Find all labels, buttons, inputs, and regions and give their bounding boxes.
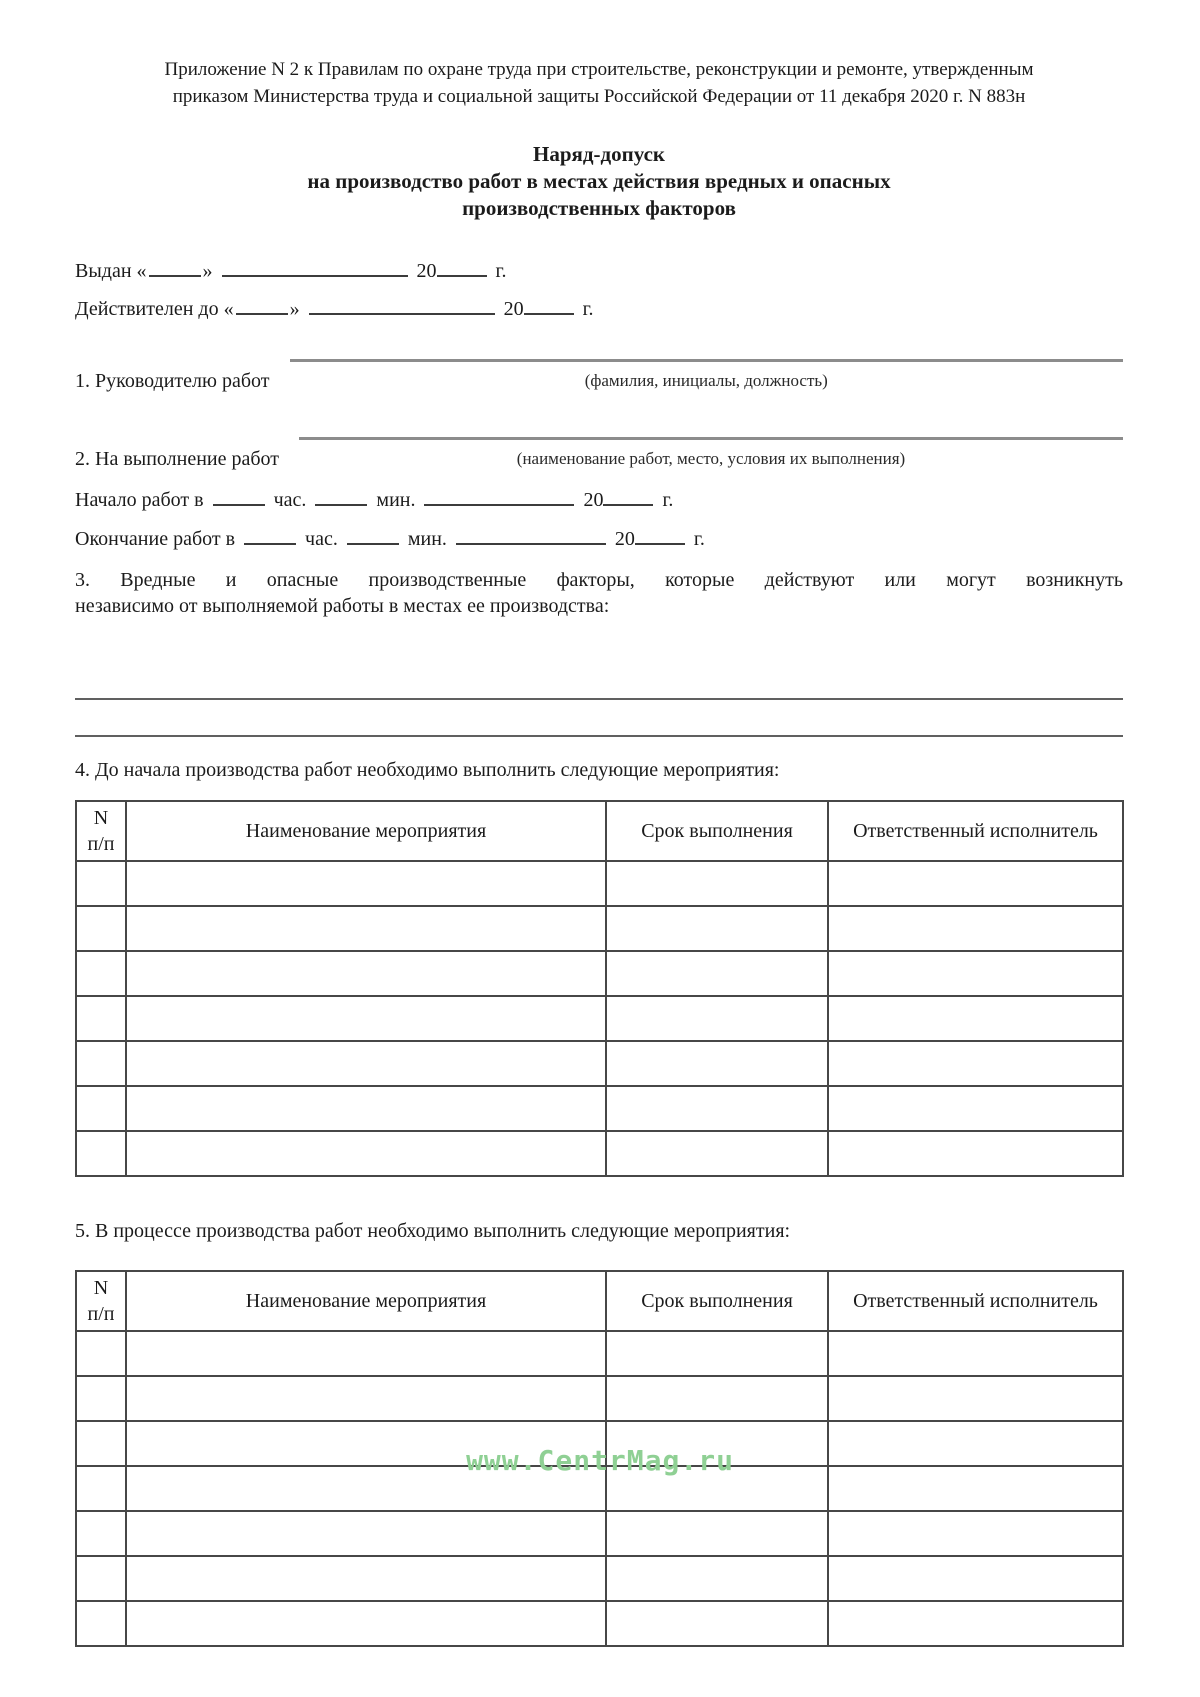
table-header-row [76,801,1123,861]
start-hours-blank [213,486,265,506]
table-cell-empty [606,1466,828,1511]
table-cell-empty [126,1086,606,1131]
table-cell-empty [126,1466,606,1511]
valid-year-prefix: 20 [503,298,524,320]
table-row-empty [76,1601,1123,1646]
section-3-line-1: 3. Вредные и опасные производственные факторы, которые действуют или могут возникнуть [75,569,1123,591]
work-fill-line [299,414,1123,440]
table-cell-empty [606,1131,828,1176]
section-5-heading: 5. В процессе производства работ необходимо выполнить следующие мероприятия: [75,1220,791,1242]
section-3-line-2: независимо от выполняемой работы в местах ее производства: [75,595,610,617]
table-cell-empty [606,1601,828,1646]
close-quote: » [202,260,213,282]
supervisor-fill-area [290,336,1123,393]
work-row [75,414,1123,471]
finish-year-blank [635,525,685,545]
table-cell-empty [606,951,828,996]
start-label: Начало работ в [75,489,204,511]
open-quote: « [136,260,147,282]
hazards-fill-line-1 [75,698,1123,700]
table-cell-empty [76,1421,126,1466]
work-caption: (наименование работ, место, условия их выполнения) [516,449,906,468]
centrmag-watermark: www.CentrMag.ru [466,1444,734,1477]
close-quote: » [289,298,300,320]
table-cell-empty [126,1421,606,1466]
col-header-num-line2: п/п [87,833,115,855]
table-cell-empty [76,996,126,1041]
work-fill-area [299,414,1123,471]
table-cell-empty [76,1331,126,1376]
table-cell-empty [76,1376,126,1421]
table-cell-empty [828,1376,1123,1421]
table-cell-empty [828,1131,1123,1176]
table-cell-empty [126,996,606,1041]
start-date-blank [424,486,574,506]
title-line-2: на производство работ в местах действия вредных и опасных [307,169,891,193]
supervisor-row [75,336,1123,393]
table-cell-empty [606,906,828,951]
table-cell-empty [606,1511,828,1556]
table-row-empty [76,1041,1123,1086]
finish-minutes-label: мин. [407,528,447,550]
issued-year-prefix: 20 [416,260,437,282]
table-row-empty [76,1466,1123,1511]
measures-table-before-start [75,800,1124,1177]
start-year-prefix: 20 [583,489,604,511]
table-cell-empty [828,951,1123,996]
table-cell-empty [126,1511,606,1556]
col-header-responsible: Ответственный исполнитель [828,1271,1123,1331]
table-cell-empty [76,1086,126,1131]
col-header-num-line1: N [93,1277,109,1299]
table-cell-empty [606,1556,828,1601]
table-cell-empty [606,861,828,906]
table-body [76,861,1123,1176]
finish-hours-label: час. [305,528,338,550]
table-cell-empty [828,1331,1123,1376]
table-cell-empty [76,1556,126,1601]
col-header-num-line2: п/п [87,1303,115,1325]
table-cell-empty [126,1131,606,1176]
finish-year-prefix: 20 [614,528,635,550]
col-header-responsible: Ответственный исполнитель [828,801,1123,861]
start-hours-label: час. [273,489,307,511]
valid-until-row [75,295,1123,321]
section-3-hazards [75,567,1123,619]
table-row-empty [76,1556,1123,1601]
col-header-deadline: Срок выполнения [606,1271,828,1331]
open-quote: « [223,298,234,320]
finish-label: Окончание работ в [75,528,236,550]
table-cell-empty [606,1421,828,1466]
table-cell-empty [126,1601,606,1646]
table-cell-empty [76,951,126,996]
table-cell-empty [76,1601,126,1646]
table-header-row [76,1271,1123,1331]
valid-year-blank [524,295,574,315]
table-cell-empty [828,996,1123,1041]
table-row-empty [76,1376,1123,1421]
finish-hours-blank [244,525,296,545]
valid-label: Действителен до [75,298,219,320]
valid-day-blank [236,295,288,315]
supervisor-caption: (фамилия, инициалы, должность) [584,371,828,390]
start-minutes-blank [315,486,367,506]
col-header-num [76,801,126,861]
table-cell-empty [828,1041,1123,1086]
work-finish-row [75,525,1123,551]
col-header-measure-name: Наименование мероприятия [126,1271,606,1331]
supervisor-fill-line [290,336,1123,362]
table-cell-empty [828,1466,1123,1511]
start-minutes-label: мин. [376,489,416,511]
finish-date-blank [456,525,606,545]
table-cell-empty [828,906,1123,951]
title-line-3: производственных факторов [462,196,736,220]
appendix-reference [75,56,1123,110]
document-title [75,141,1123,222]
table-cell-empty [126,861,606,906]
col-header-deadline: Срок выполнения [606,801,828,861]
table-cell-empty [76,1466,126,1511]
table-row-empty [76,1086,1123,1131]
hazards-fill-line-2 [75,735,1123,737]
start-year-blank [603,486,653,506]
table-cell-empty [828,1556,1123,1601]
table-cell-empty [126,951,606,996]
col-header-num [76,1271,126,1331]
issued-year-suffix: г. [495,260,507,282]
table-cell-empty [828,861,1123,906]
table-cell-empty [76,1041,126,1086]
work-label: 2. На выполнение работ [75,448,280,470]
table-cell-empty [606,1376,828,1421]
table-row-empty [76,1131,1123,1176]
table-cell-empty [828,1421,1123,1466]
table-cell-empty [76,1511,126,1556]
table-row-empty [76,861,1123,906]
table-cell-empty [126,1556,606,1601]
table-row-empty [76,996,1123,1041]
table-cell-empty [126,906,606,951]
table-cell-empty [606,1331,828,1376]
finish-year-suffix: г. [693,528,705,550]
table-cell-empty [606,1041,828,1086]
table-row-empty [76,1331,1123,1376]
table-row-empty [76,951,1123,996]
col-header-measure-name: Наименование мероприятия [126,801,606,861]
measures-table-during-work [75,1270,1124,1647]
table-cell-empty [828,1511,1123,1556]
valid-year-suffix: г. [582,298,594,320]
table-cell-empty [828,1086,1123,1131]
issued-label: Выдан [75,260,132,282]
section-4-heading: 4. До начала производства работ необходимо выполнить следующие мероприятия: [75,759,780,781]
finish-minutes-blank [347,525,399,545]
table-row-empty [76,906,1123,951]
start-year-suffix: г. [662,489,674,511]
table-cell-empty [126,1331,606,1376]
issued-month-blank [222,257,408,277]
appendix-line-2: приказом Министерства труда и социальной защиты Российской Федерации от 11 декабря 2020 г. N 883н [172,86,1026,107]
appendix-line-1: Приложение N 2 к Правилам по охране труда при строительстве, реконструкции и ремонте, утвержденным [164,59,1034,80]
supervisor-label: 1. Руководителю работ [75,370,270,392]
valid-month-blank [309,295,495,315]
issued-day-blank [149,257,201,277]
table-cell-empty [828,1601,1123,1646]
table-cell-empty [76,1131,126,1176]
table-row-empty [76,1511,1123,1556]
issued-year-blank [437,257,487,277]
title-line-1: Наряд-допуск [533,142,665,166]
table-cell-empty [76,906,126,951]
table-cell-empty [126,1376,606,1421]
table-cell-empty [606,996,828,1041]
table-cell-empty [126,1041,606,1086]
issued-date-row [75,257,1123,283]
table-cell-empty [76,861,126,906]
table-row-empty [76,1421,1123,1466]
table-body [76,1331,1123,1646]
col-header-num-line1: N [93,807,109,829]
work-start-row [75,486,1123,512]
table-cell-empty [606,1086,828,1131]
